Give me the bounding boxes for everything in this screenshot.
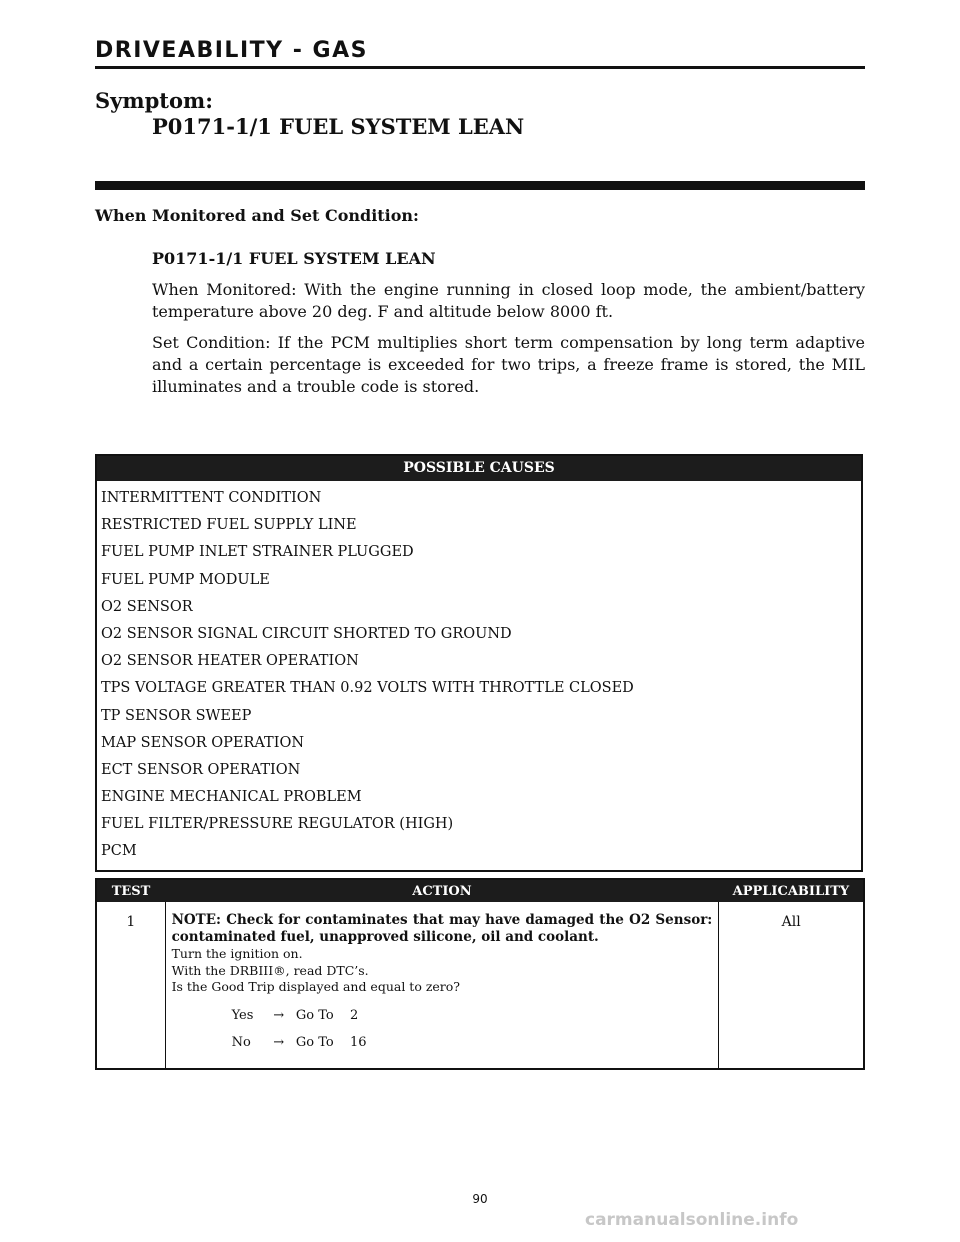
choice-no (172, 1035, 713, 1050)
cause-item: FUEL FILTER/PRESSURE REGULATOR (HIGH) (101, 816, 454, 833)
choice-yes (172, 1008, 713, 1023)
test-table (95, 878, 865, 1070)
choice-goto: Go To (295, 1007, 334, 1023)
cause-item: ENGINE MECHANICAL PROBLEM (101, 789, 362, 806)
cause-item: MAP SENSOR OPERATION (101, 734, 305, 751)
choice-answer: No (231, 1034, 251, 1050)
possible-causes-list (97, 481, 861, 870)
header-applicability: APPLICABILITY (719, 879, 864, 902)
section-header: DRIVEABILITY - GAS (95, 38, 865, 69)
page-number: 90 (472, 1192, 488, 1206)
header-test: TEST (96, 879, 165, 902)
cause-item: O2 SENSOR SIGNAL CIRCUIT SHORTED TO GROUND (101, 625, 512, 642)
section-divider (95, 181, 865, 190)
monitored-body (152, 248, 865, 407)
action-question: Is the Good Trip displayed and equal to zero? (171, 979, 461, 994)
symptom-code: P0171-1/1 FUEL SYSTEM LEAN (152, 114, 525, 139)
monitored-code: P0171-1/1 FUEL SYSTEM LEAN (152, 249, 436, 268)
cause-item: RESTRICTED FUEL SUPPLY LINE (101, 517, 357, 534)
cause-item: ECT SENSOR OPERATION (101, 761, 301, 778)
possible-causes-title: POSSIBLE CAUSES (97, 456, 861, 481)
cause-item: O2 SENSOR HEATER OPERATION (101, 653, 359, 670)
table-row (96, 902, 864, 1069)
cause-item: PCM (101, 843, 137, 860)
choice-step: 2 (350, 1007, 359, 1023)
arrow-right-icon: → (273, 1034, 285, 1050)
watermark: carmanualsonline.info (585, 1210, 799, 1230)
set-condition-text: Set Condition: If the PCM multiplies short term compensation by long term adaptive and a certain percentage is exceeded for two trips, a freeze frame is stored, the MIL illuminates and a trouble code is stored. (152, 333, 865, 396)
action-note: NOTE: Check for contaminates that may have damaged the O2 Sensor: contaminated fuel, unapproved silicone, oil and coolant. (171, 912, 713, 945)
header-action: ACTION (165, 879, 719, 902)
cause-item: O2 SENSOR (101, 598, 193, 615)
choice-step: 16 (350, 1034, 367, 1050)
monitored-heading: When Monitored and Set Condition: (95, 206, 419, 225)
action-step: Turn the ignition on. (171, 946, 303, 961)
choice-answer: Yes (231, 1007, 254, 1023)
when-monitored-text: When Monitored: With the engine running in closed loop mode, the ambient/battery temperature above 20 deg. F and altitude below 8000 ft. (152, 280, 865, 321)
cause-item: TPS VOLTAGE GREATER THAN 0.92 VOLTS WITH THROTTLE CLOSED (101, 680, 634, 697)
test-number: 1 (126, 914, 136, 930)
cause-item: FUEL PUMP INLET STRAINER PLUGGED (101, 544, 414, 561)
cause-item: INTERMITTENT CONDITION (101, 490, 322, 506)
test-table-header (96, 879, 864, 902)
action-cell (165, 902, 719, 1069)
cause-item: FUEL PUMP MODULE (101, 571, 270, 588)
symptom-label: Symptom: (95, 88, 213, 113)
cause-item: TP SENSOR SWEEP (101, 707, 252, 724)
arrow-right-icon: → (273, 1007, 285, 1023)
applicability-cell: All (719, 902, 864, 1069)
action-step: With the DRBIII®, read DTC’s. (171, 962, 369, 978)
choice-goto: Go To (295, 1034, 334, 1050)
possible-causes-box (95, 454, 863, 872)
